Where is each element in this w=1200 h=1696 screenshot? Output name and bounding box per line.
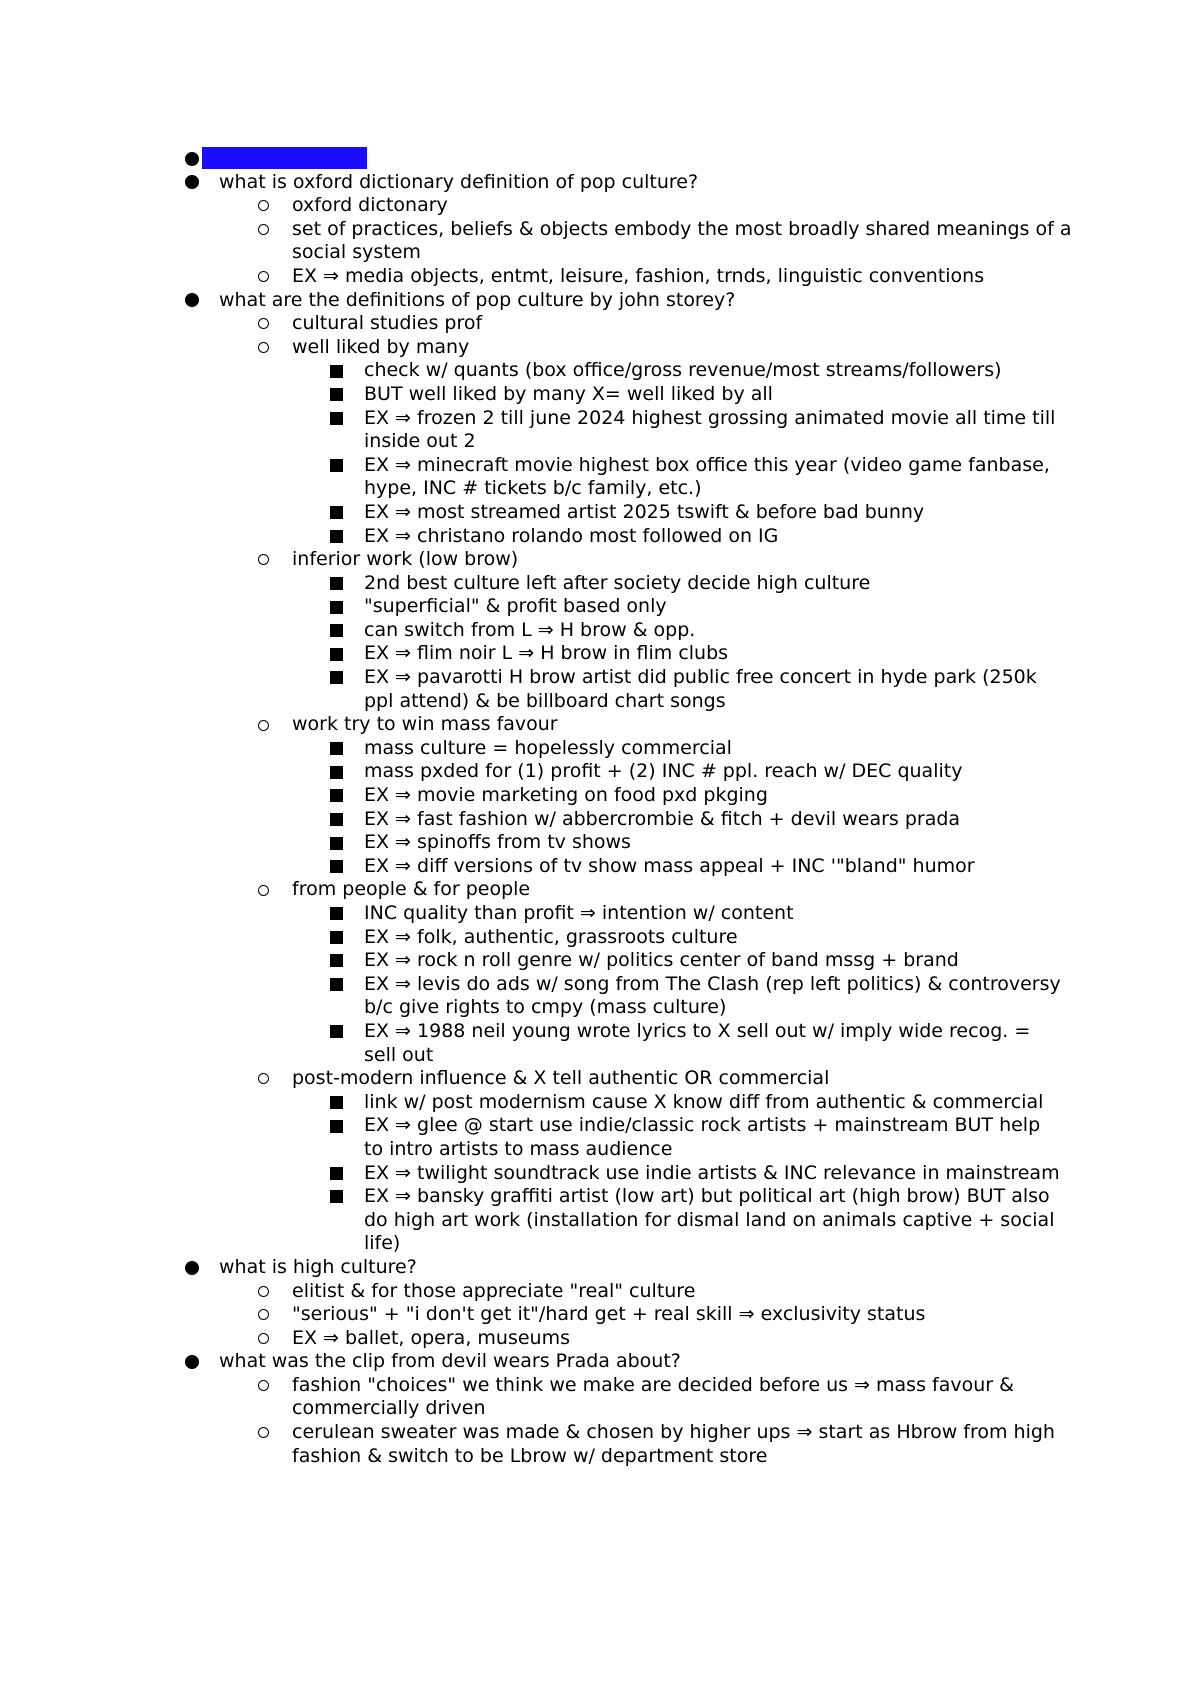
filled-square-bullet-icon — [326, 407, 346, 431]
list-item-level-3 — [0, 383, 1200, 407]
list-item-text: "superficial" & profit based only — [364, 595, 667, 618]
list-item-text: EX ⇒ diff versions of tv show mass appeal + INC '"bland" humor — [364, 854, 975, 877]
list-item-text: EX ⇒ most streamed artist 2025 tswift & before bad bunny — [364, 500, 925, 523]
hollow-circle-bullet-icon — [253, 336, 273, 360]
filled-square-bullet-icon — [326, 642, 346, 666]
list-item-text: EX ⇒ fast fashion w/ abbercrombie & fitch + devil wears prada — [364, 807, 961, 830]
filled-square-bullet-icon — [326, 1162, 346, 1186]
list-item-level-2 — [0, 1374, 1200, 1421]
list-item-text: EX ⇒ flim noir L ⇒ H brow in flim clubs — [364, 642, 729, 665]
list-item-level-3 — [0, 595, 1200, 619]
filled-square-bullet-icon — [326, 831, 346, 855]
filled-circle-bullet-icon — [182, 1256, 202, 1280]
list-item-text: EX ⇒ christano rolando most followed on IG — [364, 524, 779, 547]
highlighted-heading: lecture content — [202, 147, 367, 169]
list-item-level-3 — [0, 407, 1200, 454]
list-item-level-3 — [0, 784, 1200, 808]
list-item-level-2 — [0, 218, 1200, 265]
list-item-level-2 — [0, 265, 1200, 289]
filled-square-bullet-icon — [326, 784, 346, 808]
list-item-text: cerulean sweater was made & chosen by higher ups ⇒ start as Hbrow from high fashion & switch to be Lbrow w/ department store — [292, 1421, 1055, 1467]
filled-square-bullet-icon — [326, 572, 346, 596]
filled-square-bullet-icon — [326, 760, 346, 784]
list-item-text: EX ⇒ ballet, opera, museums — [292, 1326, 570, 1349]
list-item-text — [219, 147, 367, 169]
list-item-level-2 — [0, 194, 1200, 218]
filled-square-bullet-icon — [326, 973, 346, 997]
list-item-text: mass pxded for (1) profit + (2) INC # ppl. reach w/ DEC quality — [364, 760, 963, 783]
list-item-text: cultural studies prof — [292, 312, 483, 335]
filled-square-bullet-icon — [326, 1020, 346, 1044]
filled-square-bullet-icon — [326, 808, 346, 832]
list-item-level-2 — [0, 312, 1200, 336]
list-item-text: EX ⇒ folk, authentic, grassroots culture — [364, 925, 738, 948]
hollow-circle-bullet-icon — [253, 548, 273, 572]
hollow-circle-bullet-icon — [253, 1327, 273, 1351]
list-item-text: can switch from L ⇒ H brow & opp. — [364, 618, 696, 641]
hollow-circle-bullet-icon — [253, 265, 273, 289]
list-item-text: "serious" + "i don't get it"/hard get + real skill ⇒ exclusivity status — [292, 1303, 926, 1326]
list-item-level-3 — [0, 359, 1200, 383]
hollow-circle-bullet-icon — [253, 713, 273, 737]
list-item-level-2 — [0, 548, 1200, 572]
list-item-level-3 — [0, 1185, 1200, 1256]
hollow-circle-bullet-icon — [253, 312, 273, 336]
list-item-text: INC quality than profit ⇒ intention w/ content — [364, 902, 794, 924]
filled-square-bullet-icon — [326, 1091, 346, 1115]
list-item-level-3 — [0, 666, 1200, 713]
list-item-text: inferior work (low brow) — [292, 548, 519, 571]
filled-square-bullet-icon — [326, 359, 346, 383]
list-item-level-3 — [0, 973, 1200, 1020]
filled-square-bullet-icon — [326, 501, 346, 525]
list-item-text: post-modern influence & X tell authentic OR commercial — [292, 1067, 830, 1090]
document-body — [0, 147, 1200, 1468]
list-item-text: EX ⇒ media objects, entmt, leisure, fashion, trnds, linguistic conventions — [292, 264, 985, 287]
hollow-circle-bullet-icon — [253, 1067, 273, 1091]
filled-circle-bullet-icon — [182, 171, 202, 195]
hollow-circle-bullet-icon — [253, 878, 273, 902]
list-item-level-3 — [0, 454, 1200, 501]
list-item-text: what is oxford dictionary definition of pop culture? — [219, 170, 699, 193]
list-item-text: EX ⇒ spinoffs from tv shows — [364, 831, 631, 854]
list-item-level-3 — [0, 572, 1200, 596]
list-item-text: EX ⇒ bansky graffiti artist (low art) but political art (high brow) BUT also do high art work (installation for dismal land on animals captive + social life) — [364, 1185, 1055, 1255]
list-item-level-3 — [0, 1020, 1200, 1067]
filled-square-bullet-icon — [326, 666, 346, 690]
filled-square-bullet-icon — [326, 595, 346, 619]
list-item-level-3 — [0, 1162, 1200, 1186]
list-item-text: EX ⇒ twilight soundtrack use indie artists & INC relevance in mainstream — [364, 1161, 1060, 1184]
list-item-level-3 — [0, 902, 1200, 926]
list-item-level-3 — [0, 926, 1200, 950]
list-item-level-2 — [0, 1327, 1200, 1351]
list-item-level-1 — [0, 1350, 1200, 1374]
hollow-circle-bullet-icon — [253, 218, 273, 242]
list-item-text: EX ⇒ movie marketing on food pxd pkging — [364, 784, 768, 807]
list-item-level-1 — [0, 147, 1200, 171]
list-item-level-1 — [0, 289, 1200, 313]
list-item-level-1 — [0, 1256, 1200, 1280]
list-item-text: EX ⇒ glee @ start use indie/classic rock artists + mainstream BUT help to intro artists to mass audience — [364, 1114, 1041, 1160]
filled-square-bullet-icon — [326, 855, 346, 879]
list-item-level-2 — [0, 1067, 1200, 1091]
list-item-text: 2nd best culture left after society decide high culture — [364, 571, 871, 594]
list-item-text: EX ⇒ minecraft movie highest box office this year (video game fanbase, hype, INC # tickets b/c family, etc.) — [364, 453, 1050, 500]
list-item-text: EX ⇒ rock n roll genre w/ politics center of band mssg + brand — [364, 949, 959, 972]
list-item-level-3 — [0, 525, 1200, 549]
list-item-text: EX ⇒ levis do ads w/ song from The Clash (rep left politics) & controversy b/c give rights to cmpy (mass culture) — [364, 972, 1061, 1019]
filled-square-bullet-icon — [326, 902, 346, 926]
list-item-text: well liked by many — [292, 335, 470, 358]
list-item-text: EX ⇒ 1988 neil young wrote lyrics to X sell out w/ imply wide recog. = sell out — [364, 1019, 1031, 1066]
filled-square-bullet-icon — [326, 926, 346, 950]
list-item-level-1 — [0, 171, 1200, 195]
hollow-circle-bullet-icon — [253, 1280, 273, 1304]
filled-circle-bullet-icon — [182, 1350, 202, 1374]
list-item-level-3 — [0, 1091, 1200, 1115]
list-item-text: what are the definitions of pop culture by john storey? — [219, 288, 736, 311]
hollow-circle-bullet-icon — [253, 1374, 273, 1398]
list-item-level-2 — [0, 1280, 1200, 1304]
filled-square-bullet-icon — [326, 1185, 346, 1209]
list-item-text: fashion "choices" we think we make are decided before us ⇒ mass favour & commercially driven — [292, 1373, 1014, 1420]
list-item-text: set of practices, beliefs & objects embody the most broadly shared meanings of a social system — [292, 217, 1072, 264]
list-item-level-2 — [0, 713, 1200, 737]
list-item-text: elitist & for those appreciate "real" culture — [292, 1279, 696, 1302]
filled-square-bullet-icon — [326, 949, 346, 973]
filled-circle-bullet-icon — [182, 289, 202, 313]
list-item-level-3 — [0, 831, 1200, 855]
filled-square-bullet-icon — [326, 454, 346, 478]
list-item-level-3 — [0, 855, 1200, 879]
list-item-level-2 — [0, 336, 1200, 360]
list-item-level-3 — [0, 1114, 1200, 1161]
filled-square-bullet-icon — [326, 737, 346, 761]
list-item-level-3 — [0, 737, 1200, 761]
list-item-level-2 — [0, 1421, 1200, 1468]
list-item-text: link w/ post modernism cause X know diff from authentic & commercial — [364, 1090, 1044, 1113]
list-item-level-3 — [0, 501, 1200, 525]
list-item-level-3 — [0, 808, 1200, 832]
list-item-level-3 — [0, 949, 1200, 973]
list-item-level-2 — [0, 878, 1200, 902]
list-item-text: from people & for people — [292, 878, 531, 901]
list-item-text: mass culture = hopelessly commercial — [364, 736, 732, 759]
filled-square-bullet-icon — [326, 619, 346, 643]
list-item-text: EX ⇒ pavarotti H brow artist did public free concert in hyde park (250k ppl attend) & be billboard chart songs — [364, 666, 1037, 712]
list-item-text: what is high culture? — [219, 1255, 417, 1278]
filled-circle-bullet-icon — [182, 147, 202, 171]
list-item-text: oxford dictonary — [292, 194, 448, 217]
list-item-text: check w/ quants (box office/gross revenue/most streams/followers) — [364, 359, 1002, 382]
list-item-text: EX ⇒ frozen 2 till june 2024 highest grossing animated movie all time till inside out 2 — [364, 406, 1056, 453]
hollow-circle-bullet-icon — [253, 1421, 273, 1445]
filled-square-bullet-icon — [326, 525, 346, 549]
list-item-level-3 — [0, 760, 1200, 784]
list-item-level-3 — [0, 619, 1200, 643]
list-item-level-3 — [0, 642, 1200, 666]
list-item-level-2 — [0, 1303, 1200, 1327]
list-item-text: what was the clip from devil wears Prada about? — [219, 1350, 681, 1373]
filled-square-bullet-icon — [326, 1114, 346, 1138]
list-item-text: BUT well liked by many X= well liked by all — [364, 382, 773, 405]
filled-square-bullet-icon — [326, 383, 346, 407]
list-item-text: work try to win mass favour — [292, 713, 558, 736]
hollow-circle-bullet-icon — [253, 1303, 273, 1327]
hollow-circle-bullet-icon — [253, 194, 273, 218]
